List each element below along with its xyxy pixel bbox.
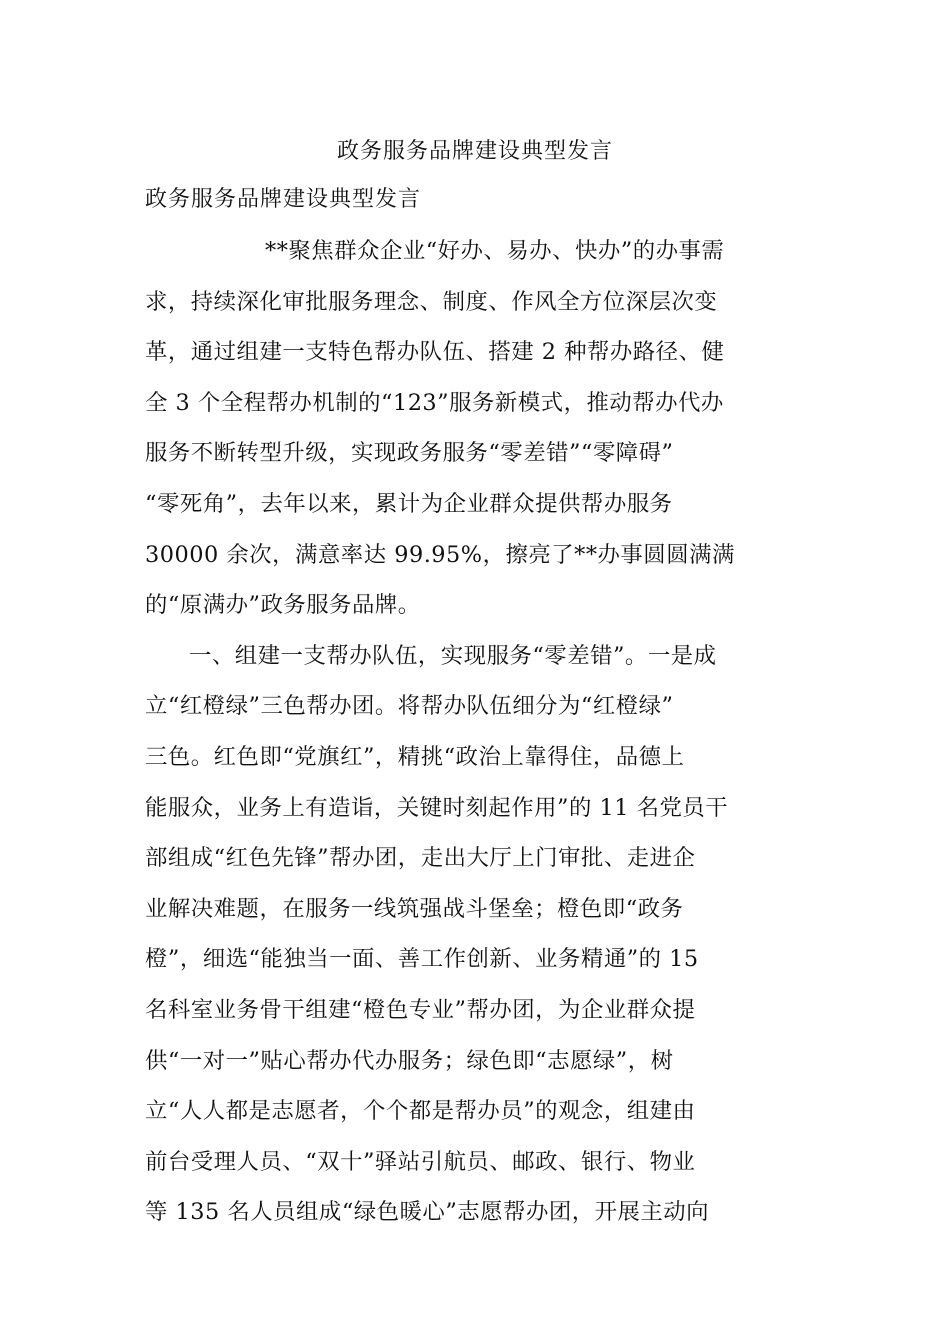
text-line: 部组成“红色先锋”帮办团，走出大厅上门审批、走进企 bbox=[145, 845, 696, 872]
text-line: 橙”，细选“能独当一面、善工作创新、业务精通”的 15 bbox=[145, 946, 699, 973]
text-line: 业解决难题，在服务一线筑强战斗堡垒；橙色即“政务 bbox=[145, 895, 684, 922]
text-line: 前台受理人员、“双十”驿站引航员、邮政、银行、物业 bbox=[145, 1148, 696, 1175]
text-line: 三色。红色即“党旗红”，精挑“政治上靠得住，品德上 bbox=[145, 743, 685, 770]
text-line: 供“一对一”贴心帮办代办服务；绿色即“志愿绿”，树 bbox=[145, 1047, 674, 1074]
text-line: 服务不断转型升级，实现政务服务“零差错”“零障碍” bbox=[145, 440, 674, 467]
text-line: 30000 余次，满意率达 99.95%，擦亮了**办事圆圆满满 bbox=[145, 541, 735, 568]
text-line: 能服众，业务上有造诣，关键时刻起作用”的 11 名党员干 bbox=[145, 794, 729, 821]
text-line: 一、组建一支帮办队伍，实现服务“零差错”。一是成 bbox=[189, 642, 717, 669]
document-body bbox=[145, 226, 805, 1238]
document-title: 政务服务品牌建设典型发言 bbox=[336, 139, 613, 164]
text-line: “零死角”，去年以来，累计为企业群众提供帮办服务 bbox=[145, 490, 673, 517]
text-line: 的“原满办”政务服务品牌。 bbox=[145, 592, 421, 619]
text-line: 求，持续深化审批服务理念、制度、作风全方位深层次变 bbox=[145, 288, 718, 315]
document-subtitle: 政务服务品牌建设典型发言 bbox=[145, 187, 422, 212]
text-line: 立“人人都是志愿者，个个都是帮办员”的观念，组建由 bbox=[145, 1098, 696, 1125]
text-line: 全 3 个全程帮办机制的“123”服务新模式，推动帮办代办 bbox=[145, 389, 724, 416]
text-line: 立“红橙绿”三色帮办团。将帮办队伍细分为“红橙绿” bbox=[145, 693, 674, 720]
text-line: **聚焦群众企业“好办、易办、快办”的办事需 bbox=[265, 238, 725, 264]
text-line: 革，通过组建一支特色帮办队伍、搭建 2 种帮办路径、健 bbox=[145, 339, 725, 366]
text-line: 等 135 名人员组成“绿色暖心”志愿帮办团，开展主动向 bbox=[145, 1199, 710, 1226]
text-line: 名科室业务骨干组建“橙色专业”帮办团，为企业群众提 bbox=[145, 996, 696, 1023]
